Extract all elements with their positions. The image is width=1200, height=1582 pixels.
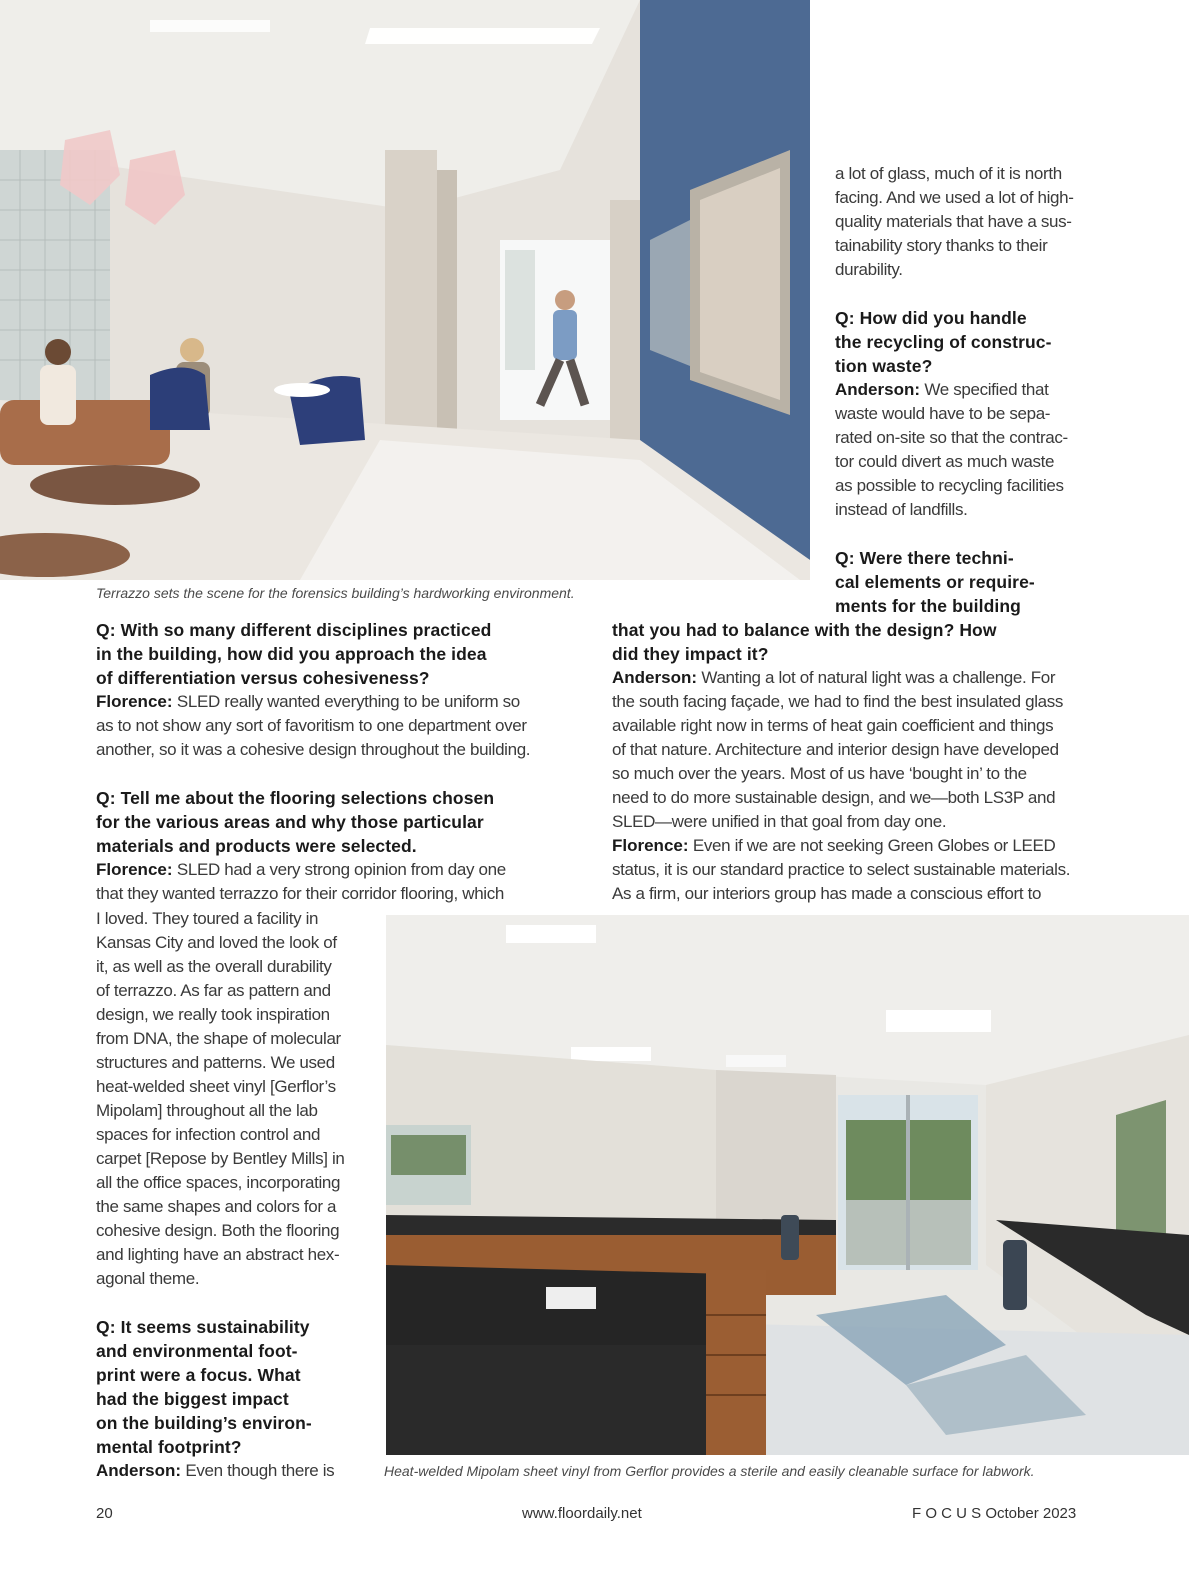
text-line: that they wanted terrazzo for their corridor flooring, which	[96, 884, 504, 903]
text-line: Even though there is	[181, 1461, 335, 1480]
flooring-continued	[96, 907, 363, 1291]
text-line: status, it is our standard practice to select sustainable materials.	[612, 860, 1071, 879]
text-line: the south facing façade, we had to find the best insulated glass	[612, 692, 1064, 711]
left-mid-column	[96, 618, 577, 906]
text-line: and environmental foot-	[96, 1341, 298, 1361]
terrazzo-lounge-photo	[0, 0, 810, 580]
text-line: it, as well as the overall durability	[96, 957, 332, 976]
speaker-label: Florence:	[96, 692, 173, 711]
text-line: SLED—were unified in that goal from day one.	[612, 812, 947, 831]
text-line: SLED had a very strong opinion from day one	[172, 860, 506, 879]
text-line: spaces for infection control and	[96, 1125, 321, 1144]
text-line: mental footprint?	[96, 1437, 242, 1457]
text-line: print were a focus. What	[96, 1365, 301, 1385]
question-differentiation	[96, 618, 577, 690]
text-line: of that nature. Architecture and interior design have developed	[612, 740, 1059, 759]
text-line: durability.	[835, 260, 903, 279]
text-line: had the biggest impact	[96, 1389, 289, 1409]
text-line: structures and patterns. We used	[96, 1053, 335, 1072]
right-top-column	[835, 162, 1093, 618]
answer-recycling	[835, 378, 1093, 522]
text-line: agonal theme.	[96, 1269, 200, 1288]
text-line: from DNA, the shape of molecular	[96, 1029, 341, 1048]
answer-differentiation	[96, 690, 577, 762]
text-line: and lighting have an abstract hex-	[96, 1245, 340, 1264]
question-technical-part1	[835, 546, 1093, 618]
text-line: rated on-site so that the contrac-	[835, 428, 1068, 447]
website-link[interactable]: www.floordaily.net	[522, 1505, 642, 1522]
text-line: a lot of glass, much of it is north	[835, 164, 1062, 183]
text-line: Q: How did you handle	[835, 308, 1027, 328]
text-line: Even if we are not seeking Green Globes or LEED	[688, 836, 1056, 855]
answer-sustainable-materials	[612, 834, 1093, 906]
right-mid-column	[612, 618, 1093, 906]
text-line: I loved. They toured a facility in	[96, 909, 319, 928]
text-line: Wanting a lot of natural light was a challenge. For	[697, 668, 1056, 687]
text-line: the recycling of construc-	[835, 332, 1052, 352]
answer-natural-light	[612, 666, 1093, 834]
text-line: design, we really took inspiration	[96, 1005, 330, 1024]
bottom-photo-caption: Heat-welded Mipolam sheet vinyl from Gerflor provides a sterile and easily cleanable surface for labwork.	[384, 1463, 1035, 1479]
speaker-label: Florence:	[612, 836, 689, 855]
text-line: all the office spaces, incorporating	[96, 1173, 341, 1192]
left-bottom-column	[96, 907, 363, 1483]
text-line: Mipolam] throughout all the lab	[96, 1101, 318, 1120]
text-line: waste would have to be sepa-	[835, 404, 1051, 423]
speaker-label: Anderson:	[96, 1461, 181, 1480]
publication-name: F O C U S	[912, 1505, 982, 1522]
text-line: ments for the building	[835, 596, 1021, 616]
text-line: on the building’s environ-	[96, 1413, 312, 1433]
text-line: another, so it was a cohesive design throughout the building.	[96, 740, 531, 759]
text-line: tion waste?	[835, 356, 933, 376]
text-line: SLED really wanted everything to be uniform so	[172, 692, 520, 711]
page-number: 20	[96, 1505, 113, 1522]
text-line: quality materials that have a sus-	[835, 212, 1072, 231]
text-line: Q: Were there techni-	[835, 548, 1014, 568]
text-line: carpet [Repose by Bentley Mills] in	[96, 1149, 345, 1168]
text-line: tainability story thanks to their	[835, 236, 1048, 255]
text-line: did they impact it?	[612, 644, 769, 664]
speaker-label: Florence:	[96, 860, 173, 879]
text-line: Q: Tell me about the flooring selections chosen	[96, 788, 495, 808]
text-line: Kansas City and loved the look of	[96, 933, 337, 952]
text-line: materials and products were selected.	[96, 836, 417, 856]
question-recycling	[835, 306, 1093, 378]
text-line: Q: It seems sustainability	[96, 1317, 310, 1337]
speaker-label: Anderson:	[835, 380, 920, 399]
text-line: cohesive design. Both the flooring	[96, 1221, 340, 1240]
lab-photo	[386, 915, 1189, 1455]
text-line: heat-welded sheet vinyl [Gerflor’s	[96, 1077, 336, 1096]
top-photo-caption: Terrazzo sets the scene for the forensics building’s hardworking environment.	[96, 585, 575, 601]
text-line: instead of landfills.	[835, 500, 968, 519]
text-line: We specified that	[920, 380, 1049, 399]
text-line: in the building, how did you approach the idea	[96, 644, 487, 664]
text-line: As a firm, our interiors group has made a conscious effort to	[612, 884, 1042, 903]
text-line: available right now in terms of heat gain coefficient and things	[612, 716, 1054, 735]
issue-label	[912, 1505, 1076, 1522]
text-line: Q: With so many different disciplines practiced	[96, 620, 492, 640]
text-line: tor could divert as much waste	[835, 452, 1055, 471]
issue-date: October 2023	[981, 1505, 1077, 1522]
text-line: as possible to recycling facilities	[835, 476, 1064, 495]
text-line: of terrazzo. As far as pattern and	[96, 981, 331, 1000]
text-line: cal elements or require-	[835, 572, 1035, 592]
question-flooring	[96, 786, 577, 858]
text-line: so much over the years. Most of us have ‘bought in’ to the	[612, 764, 1027, 783]
answer-flooring	[96, 858, 577, 906]
text-line: need to do more sustainable design, and we—both LS3P and	[612, 788, 1056, 807]
text-line: of differentiation versus cohesiveness?	[96, 668, 430, 688]
continued-paragraph	[835, 162, 1093, 282]
text-line: for the various areas and why those particular	[96, 812, 484, 832]
question-technical-part2	[612, 618, 1093, 666]
text-line: the same shapes and colors for a	[96, 1197, 337, 1216]
text-line: as to not show any sort of favoritism to one department over	[96, 716, 527, 735]
answer-footprint	[96, 1459, 363, 1483]
text-line: facing. And we used a lot of high-	[835, 188, 1074, 207]
speaker-label: Anderson:	[612, 668, 697, 687]
question-footprint	[96, 1315, 363, 1459]
text-line: that you had to balance with the design? How	[612, 620, 997, 640]
